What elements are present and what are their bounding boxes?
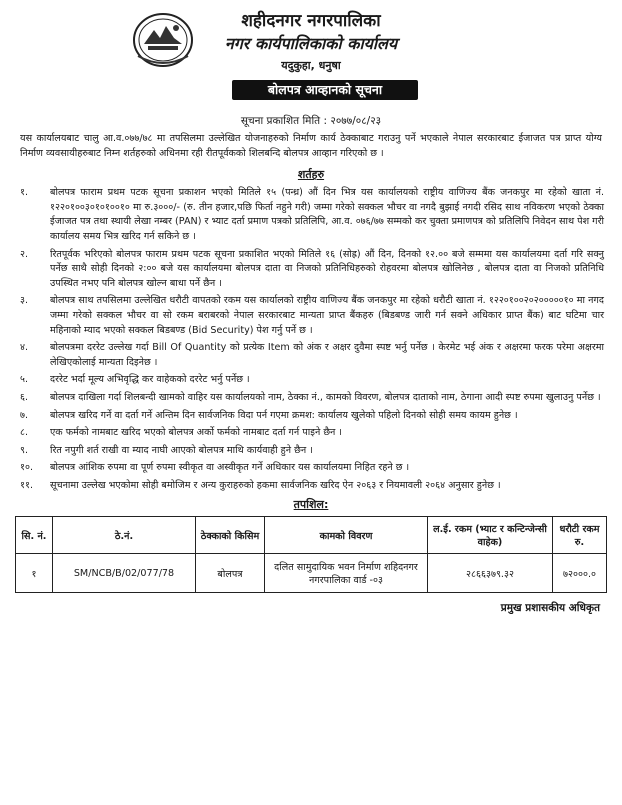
cell-deposit: ७२०००.० — [553, 554, 607, 593]
condition-number: १०. — [20, 462, 34, 474]
condition-text: रितपूर्वक भरिएको बोलपत्र फाराम प्रथम पटक सूचना प्रकाशित भएको मितिले १६ (सोह्र) औं दिन, दिनको १२.०० बजे सम्ममा यस कार्यालयमा दर्ता गरि सक्नु पर्नेछ साथै सोही दिनको २:०० बजे यस कार्यालयमा बोलपत्र दाता वा निजको प्रतिनिधिहरुको रोहवरमा बोलपत्र खोलिनेछ , बोलपत्र दाता वा निजको प्रतिनिधि उपस्थित नभए पनि बोलपत्र खोल्न बाधा पर्ने छैन । — [50, 248, 604, 289]
notice-header — [14, 0, 608, 112]
condition-item — [20, 479, 604, 494]
details-title: तपशिल: — [293, 498, 329, 512]
condition-number: ४. — [20, 342, 29, 354]
notice-title: बोलपत्र आव्हानको सूचना — [232, 80, 418, 100]
condition-number: ७. — [20, 409, 29, 421]
office-address: यदुकुहा, धनुषा — [281, 59, 341, 72]
condition-text: एक फर्मको नामबाट खरिद भएको बोलपत्र अर्को फर्मको नामबाट दर्ता गर्न पाइने छैन । — [50, 427, 343, 439]
header-sn: सि. नं. — [16, 517, 53, 554]
condition-text: बोलपत्र फाराम प्रथम पटक सूचना प्रकाशन भएको मितिले १५ (पन्ध्र) औं दिन भित्र यस कार्यालयको राष्ट्रीय वाणिज्य बैंक जनकपुर मा रहेको खाता नं. १२२०१००३०१०१००१० मा रु.३०००/- (रु. तीन हजार,पछि फिर्ता नहुने गरी) जम्मा गरेको सक्कल भौचर वा नगदै बुझाई नगदी रसिद साथ नविकरण भएको ठेक्का ईजाजत पत्र तथा स्थायी लेखा नम्बर (PAN) र भ्याट दर्ता प्रमाण पत्रको प्रतिलिपि, आ.व. ०७६/७७ सम्मको कर चुक्ता प्रमाणपत्र को प्रतिलिपि निवेदन साथ पेश गरी कार्यालय समय भित्र खरिद गर्न सकिने छ । — [50, 187, 604, 242]
condition-number: ६. — [20, 391, 29, 403]
condition-item — [20, 248, 604, 292]
condition-number: १. — [20, 187, 29, 199]
condition-text: बोलपत्रमा दररेट उल्लेख गर्दा Bill Of Quantity को प्रत्येक Item को अंक र अक्षर दुवैमा स्पष्ट भर्नु पर्नेछ । केरमेट भई अंक र अक्षरमा फरक परेमा अक्षरमा लेखिएकोलाई मान्यता दिइनेछ । — [50, 342, 604, 368]
condition-item — [20, 294, 604, 338]
cell-contract-no: SM/NCB/B/02/077/78 — [53, 554, 196, 593]
condition-text: बोलपत्र आंशिक रुपमा वा पूर्ण रुपमा स्वीकृत वा अस्वीकृत गर्ने अधिकार यस कार्यालयमा निहित रहने छ । — [50, 462, 410, 474]
condition-number: ९. — [20, 444, 29, 456]
condition-item — [20, 186, 604, 244]
cell-contract-type: बोलपत्र — [196, 554, 265, 593]
header-contract-type: ठेक्काको किसिम — [196, 517, 265, 554]
condition-item — [20, 391, 604, 406]
condition-number: २. — [20, 248, 29, 260]
condition-text: बोलपत्र खरिद गर्ने वा दर्ता गर्ने अन्तिम दिन सार्वजनिक विदा पर्न गएमा क्रमश: कार्यालय खुलेको पहिलो दिनको सोही समय कायम हुनेछ । — [50, 409, 518, 421]
condition-text: बोलपत्र दाखिला गर्दा शिलबन्दी खामको वाहिर यस कार्यालयको नाम, ठेक्का नं., कामको विवरण, बोलपत्र दाताको नाम, ठेगाना आदी स्पष्ट रुपमा खुलाउनु पर्नेछ । — [50, 391, 601, 403]
condition-item — [20, 461, 604, 476]
office-name: नगर कार्यपालिकाको कार्यालय — [224, 34, 398, 53]
condition-number: ११. — [20, 479, 34, 491]
condition-item — [20, 444, 604, 459]
condition-text: बोलपत्र साथ तपसिलमा उल्लेखित धरौटी वापतको रकम यस कार्यालको राष्ट्रीय वाणिज्य बैंक जनकपुर मा रहेको धरौटी खाता नं. १२२०१००२०२०००००१० मा नगद जम्मा गरेको सक्कल भौचर वा सो रकम बराबरको नेपाल सरकारबाट मान्यता प्राप्त बैंकहरु (बिडबण्ड जारी गर्न सक्ने अधिकार प्राप्त बैंक) बाट घटिमा चार महिनाको म्याद भएको सक्कल बिडबण्ड (Bid Security) पेश गर्नु पर्ने छ । — [50, 295, 604, 336]
condition-text: दररेट भर्दा मूल्य अभिवृद्धि कर वाहेकको दररेट भर्नु पर्नेछ । — [50, 374, 250, 386]
conditions-list — [20, 186, 604, 493]
conditions-title: शर्तहरु — [297, 168, 325, 182]
condition-number: ८. — [20, 427, 29, 439]
header-cost-estimate: ल.ई. रकम (भ्याट र कन्टिन्जेन्सी वाहेक) — [428, 517, 553, 554]
table-row — [16, 554, 607, 593]
condition-item — [20, 373, 604, 388]
condition-text: रित नपुगी शर्त राखी वा म्याद नाघी आएको बोलपत्र माथि कार्यवाही हुने छैन । — [50, 444, 313, 456]
municipality-name: शहीदनगर नगरपालिका — [241, 11, 381, 31]
signatory-title: प्रमुख प्रशासकीय अधिकृत — [500, 602, 600, 615]
condition-number: ३. — [20, 295, 29, 307]
publish-date: सूचना प्रकाशित मिति : २०७७/०८/२३ — [240, 115, 382, 127]
cell-sn: १ — [16, 554, 53, 593]
header-work-description: कामको विवरण — [265, 517, 428, 554]
intro-paragraph: यस कार्यालयबाट चालु आ.व.०७७/७८ मा तपसिलमा उल्लेखित योजनाहरुको निर्माण कार्य ठेक्काबाट गराउनु पर्ने भएकाले नेपाल सरकारबाट ईजाजत पत्र प्राप्त योग्य निर्माण व्यवसायीहरुबाट निम्न शर्तहरुको अधिनमा रही रीतपूर्वकको शिलबन्दि बोलपत्र आव्हान गरिएको छ । — [20, 133, 602, 159]
condition-item — [20, 426, 604, 441]
condition-item — [20, 341, 604, 370]
contract-table — [15, 516, 607, 593]
table-header-row — [16, 517, 607, 554]
header-contract-no: ठे.नं. — [53, 517, 196, 554]
cell-cost-estimate: २८६६३७९.३२ — [428, 554, 553, 593]
condition-number: ५. — [20, 374, 29, 386]
condition-text: सूचनामा उल्लेख भएकोमा सोही बमोजिम र अन्य कुराहरुको हकमा सार्वजनिक खरिद ऐन २०६३ र नियमावली २०६४ अनुसार हुनेछ । — [50, 479, 501, 491]
header-deposit: धरौटी रकम रु. — [553, 517, 607, 554]
condition-item — [20, 409, 604, 424]
cell-work-description: दलित सामुदायिक भवन निर्माण शहिदनगर नगरपालिका वार्ड -०३ — [265, 554, 428, 593]
